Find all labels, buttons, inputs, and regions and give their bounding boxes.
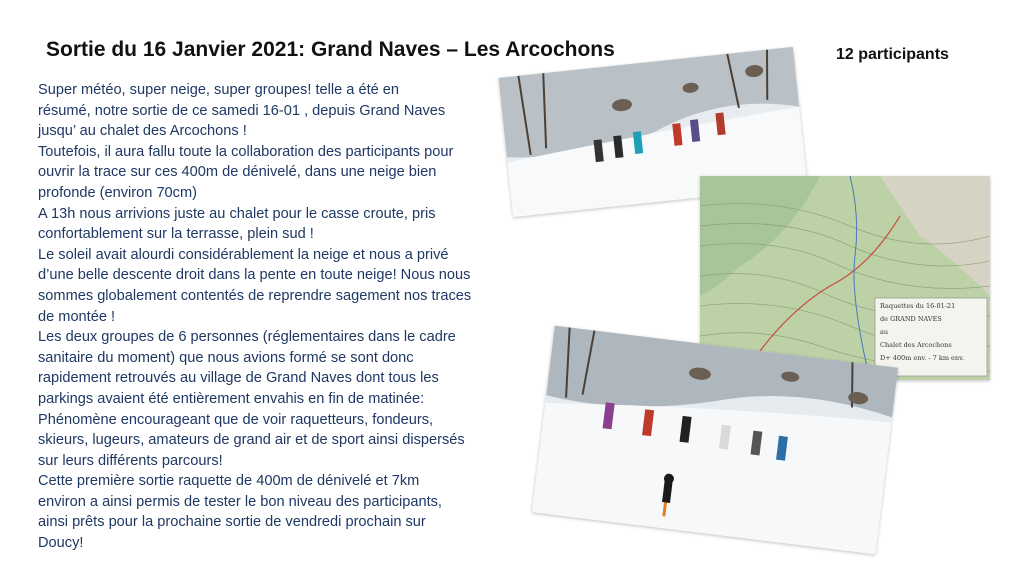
text-line: parkings avaient été entièrement envahis en fin de matinée: [38,390,425,407]
text-line: skieurs, lugeurs, amateurs de grand air et de sport ainsi dispersés [38,432,465,449]
text-line: A 13h nous arrivions juste au chalet pour le casse croute, pris [38,205,436,222]
text-line: profonde (environ 70cm) [38,184,197,201]
handwritten-route-note [876,300,990,365]
text-line: environ a ainsi permis de tester le bon niveau des participants, [38,493,442,510]
map-note-line: Raquettes du 16-01-21 [880,302,956,310]
text-line: Le soleil avait alourdi considérablement la neige et nous a privé [38,246,449,263]
text-line: Phénomène encourageant que de voir raquetteurs, fondeurs, [38,411,434,428]
map-note-line: D+ 400m env. - 7 km env. [880,354,965,362]
text-line: ainsi prêts pour la prochaine sortie de vendredi prochain sur [38,514,426,531]
text-line: Super météo, super neige, super groupes! telle a été en [38,82,400,98]
text-line: de montée ! [38,308,116,325]
map-note-line: de GRAND NAVES [880,315,942,323]
text-line: sur leurs différents parcours! [38,452,223,469]
text-line: ouvrir la trace sur ces 400m de dénivelé, dans une neige bien [38,164,437,181]
text-line: résumé, notre sortie de ce samedi 16-01 , depuis Grand Naves [38,102,446,119]
text-line: confortablement sur la terrasse, plein sud ! [38,226,314,243]
report-text [38,80,516,554]
text-line: d’une belle descente droit dans la pente en toute neige! Nous nous [38,267,471,284]
map-note-line: Chalet des Arcochons [880,341,952,349]
participants-count: 12 participants [836,46,949,63]
text-line: jusqu’ au chalet des Arcochons ! [38,123,247,140]
text-line: Toutefois, il aura fallu toute la collaboration des participants pour [38,143,454,160]
text-line: Cette première sortie raquette de 400m de dénivelé et 7km [38,473,420,490]
text-line: Doucy! [38,535,84,552]
map-note-line: au [880,328,889,336]
slide-title: Sortie du 16 Janvier 2021: Grand Naves – Les Arcochons [46,38,615,61]
text-line: rapidement retrouvés au village de Grand Naves dont tous les [38,370,439,387]
text-line: sommes globalement contentés de reprendre sagement nos traces [38,287,472,304]
text-line: Les deux groupes de 6 personnes (réglementaires dans le cadre [38,329,456,346]
text-line: sanitaire du moment) que nous avions formé se sont donc [38,349,414,366]
